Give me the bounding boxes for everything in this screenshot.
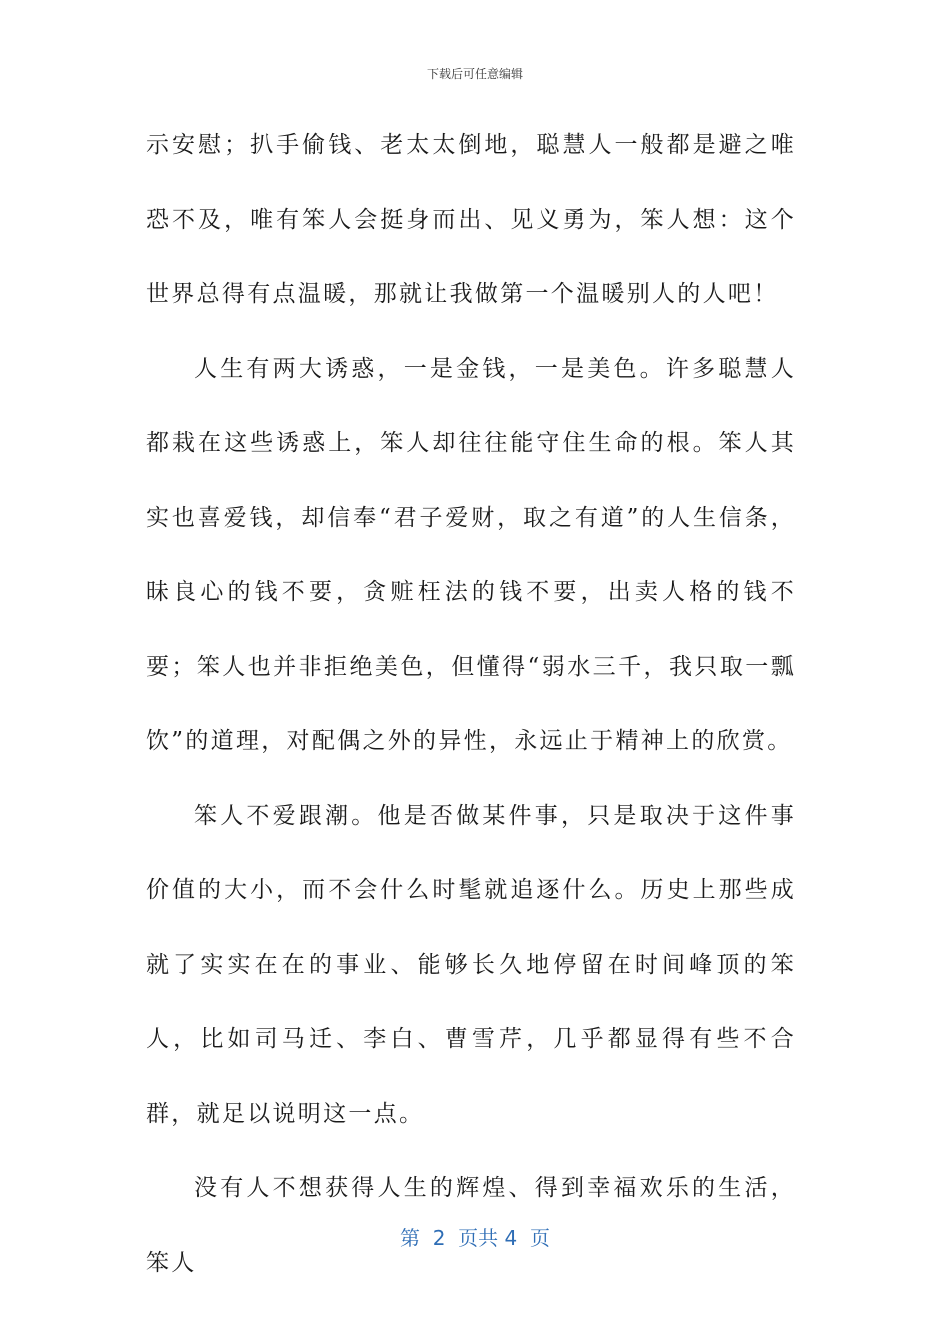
page-header: 下载后可任意编辑 bbox=[426, 67, 523, 81]
paragraph-4: 没有人不想获得人生的辉煌、得到幸福欢乐的生活，笨人 bbox=[146, 1175, 796, 1276]
paragraph-3: 笨人不爱跟潮。他是否做某件事，只是取决于这件事价值的大小，而不会什么时髦就追逐什么。历史上那些成就了实实在在的事业、能够长久地停留在时间峰顶的笨人，比如司马迁、李白、曹雪芹，几乎都显得有些不合群，就足以说明这一点。 bbox=[146, 802, 796, 1127]
paragraph-1: 示安慰；扒手偷钱、老太太倒地，聪慧人一般都是避之唯恐不及，唯有笨人会挺身而出、见义勇为，笨人想：这个世界总得有点温暖，那就让我做第一个温暖别人的人吧！ bbox=[146, 132, 796, 307]
paragraph-2: 人生有两大诱惑，一是金钱，一是美色。许多聪慧人都栽在这些诱惑上，笨人却往往能守住生命的根。笨人其实也喜爱钱，却信奉“君子爱财，取之有道”的人生信条，昧良心的钱不要，贪赃枉法的钱不要，出卖人格的钱不要；笨人也并非拒绝美色，但懂得“弱水三千，我只取一瓢饮”的道理，对配偶之外的异性，永远止于精神上的欣赏。 bbox=[146, 355, 796, 754]
document-body bbox=[146, 108, 796, 1300]
page-footer: 第 2 页共 4 页 bbox=[400, 1226, 550, 1250]
